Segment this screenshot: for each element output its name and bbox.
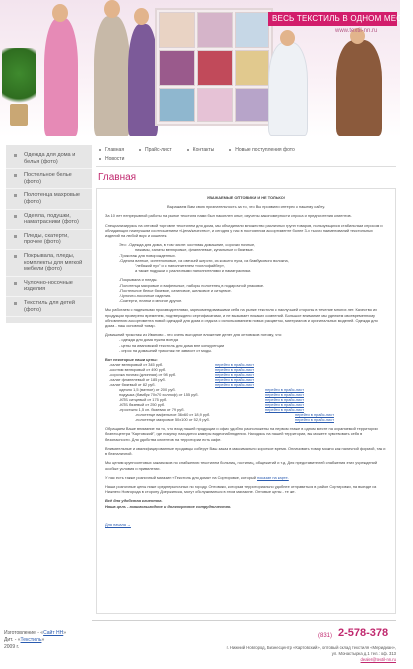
price-row: -халат бязевый от 82 руб. перейти в прайс-лист: [109, 382, 254, 388]
price-row: -полотенце вафельное 36х60 от 18,9 руб. перейти в прайс-лист: [135, 412, 334, 418]
price-row: одеяло 1,5 (ватное) от 200 руб. перейти в прайс-лист: [119, 387, 304, 393]
email-link[interactable]: dealer@textil-nn.ru: [360, 657, 396, 662]
model-head: [134, 8, 149, 25]
price-list-link[interactable]: перейти в прайс-лист: [215, 382, 254, 388]
left-footer: Изготовление - «Сайт НН» Дит. - «Текстиль» 2009 г.: [4, 630, 88, 651]
top-navigation: [96, 145, 396, 163]
nav-new-arrivals[interactable]: Новые поступления фото: [226, 147, 307, 153]
category-menu: [6, 145, 92, 323]
page-title: Главная: [98, 172, 137, 183]
price-row: -КПБ ситцевый от 175 руб. перейти в прайс-лист: [119, 397, 304, 403]
list-item: -Покрывала и пледы.: [119, 277, 158, 283]
footer-divider: [92, 620, 396, 621]
main-content: [96, 188, 396, 614]
list-item: а также подушки с различными наполнителями и наматрасники.: [135, 268, 252, 274]
textile-shelf-image: [155, 8, 273, 126]
model-white-robe-image: [268, 42, 308, 136]
developer-link[interactable]: Сайт НН: [43, 630, 64, 636]
price-row: -простыня 1,5 сп. бязевая от 79 руб. перейти в прайс-лист: [119, 407, 304, 413]
experience-paragraph: За 10 лет непрерывной работы на рынке текстиля нами был накоплен опыт, изучены закономерности спроса и предпочтения клиентов.: [105, 213, 352, 219]
sidebar-item-plaids[interactable]: Пледы, скатерти, прочее (фото): [6, 230, 92, 250]
price-row: -халат велюровый от 345 руб. перейти в прайс-лист: [109, 362, 254, 368]
site-url: www.textil-nn.ru: [335, 28, 378, 34]
nav-divider: [96, 166, 396, 167]
model-purple-image: [128, 24, 158, 136]
price-row: -КПБ бязевый от 250 руб. перейти в прайс-лист: [119, 402, 304, 408]
price-list-link[interactable]: перейти в прайс-лист: [215, 377, 254, 383]
price-list-link[interactable]: перейти в прайс-лист: [265, 397, 304, 403]
plant-image: [2, 48, 36, 112]
price-row: -полотенце махровое 50х100 от 52,9 руб. перейти в прайс-лист: [135, 417, 334, 423]
prices-paragraph: Наши розничные цены ниже среднерыночных по городу. Оптовики, которым территориально удобнее отправиться в район Сортировки, на выезде из Нижнего Новгорода в сторону Дзержинска, могут обслуживаться в этом магазине. Оптовые цены - те же.: [105, 483, 377, 495]
sidebar-item-bed-linen[interactable]: Постельное белье (фото): [6, 169, 92, 189]
assortment-paragraph: Специализируясь на оптовой торговле текстилем для дома, мы объединили множество различных групп товаров, пользующихся стабильным спросом и обладающих наилучшим соотношением «Цена/качество», и сегодня у нас в постоянном ассортименте более 3-х тысяч наименований текстильных изделий на любой вкус и кошелек.: [105, 222, 383, 239]
price-row: -халат фланелевый от 185 руб. перейти в прайс-лист: [109, 377, 254, 383]
price-row: -сорочка ночная (длинная) от 98 руб. перейти в прайс-лист: [109, 372, 254, 378]
list-item: -Постельное белье бязевое, сатиновое, шелковое и ситцевое.: [119, 287, 232, 293]
closing-line-2: Наша цель - взаимовыгодное и долгосрочное сотрудничество.: [105, 503, 232, 509]
left-column: [0, 137, 92, 669]
closing-line-1: Всё для удобства клиентов.: [105, 498, 163, 504]
list-intro: Это: -Одежда для дома, в том числе: костюмы домашние, сорочки ночные,: [119, 242, 256, 248]
prices-title: Вот некоторые наши цены:: [105, 357, 158, 363]
price-list-link[interactable]: перейти в прайс-лист: [265, 402, 304, 408]
price-list-link[interactable]: перейти в прайс-лист: [215, 367, 254, 373]
to-top-link[interactable]: Для начала →: [105, 521, 131, 527]
nav-contacts[interactable]: Контакты: [184, 147, 227, 153]
nav-news[interactable]: Новости: [96, 156, 136, 162]
slogan: ВЕСЬ ТЕКСТИЛЬ В ОДНОМ МЕСТЕ: [268, 12, 397, 26]
list-item: "лебяжий пух" и с наполнителем «холлофайбер»,: [135, 263, 226, 269]
sidebar-item-hosiery[interactable]: Чулочно-носочные изделия: [6, 277, 92, 297]
map-link[interactable]: показан на карте.: [257, 474, 289, 480]
sidebar-item-kids-textile[interactable]: Текстиль для детей (фото): [6, 297, 92, 317]
model-head: [52, 4, 68, 22]
list-item: -Одеяла ватные, синтепоновые, из овечьей шерсти, из козьего пуха, из бамбукового волокна,: [119, 257, 289, 263]
model-brown-robe-image: [336, 40, 382, 136]
copyright-year: 2009 г.: [4, 644, 20, 650]
sidebar-item-blankets[interactable]: Одеяла, подушки, наматрасники (фото): [6, 210, 92, 230]
model-head: [280, 30, 295, 46]
wholesale-paragraph: Мы ценим крупнооптовых заказчиков по снабжению текстилем больниц, гостиниц, общежитий и т.д. Для представителей снабжения этих учреждений особые условия и привилегии.: [105, 460, 378, 471]
price-list-link[interactable]: перейти в прайс-лист: [265, 387, 304, 393]
list-item: -Скатерти, платки и многое другое.: [119, 298, 183, 304]
sellers-paragraph: Внимательные и квалифицированные продавцы соберут Ваш заказ в максимально короткое время. Оплачивать товар можно как наличной формой, так и в безналичной.: [105, 445, 386, 457]
list-item: -Трикотаж для новорожденных.: [119, 252, 176, 258]
list-item: -Полотенца махровые и вафельные, наборы полотенец в подарочной упаковке.: [119, 282, 265, 288]
sidebar-item-home-clothing[interactable]: Одежда для дома и белья (фото): [6, 149, 92, 169]
price-list-link[interactable]: перейти в прайс-лист: [295, 412, 334, 418]
ivanovo-paragraph: Домашний трикотаж из Иваново - это очень выгодное вложение денег для оптовиков потому, что:: [105, 332, 283, 338]
retail-paragraph: У нас есть также розничный магазин «Текстиль для дома» на Сортировке, который показан на карте.: [105, 474, 289, 480]
model-robe-image: [94, 16, 130, 136]
model-pink-pajamas-image: [44, 18, 78, 136]
design-link[interactable]: Текстиль: [20, 637, 42, 643]
sidebar-item-towels[interactable]: Полотенца махровые (фото): [6, 189, 92, 209]
footer-address: г. Нижний Новгород, Бизнесцентр «Картовский», оптовый склад текстиля «Меридиан», ул. Монастырка д.1 тел.: оф. 313 dealer@textil-nn.ru: [226, 645, 396, 662]
phone-number: 2-578-378: [338, 627, 389, 639]
price-list-link[interactable]: перейти в прайс-лист: [265, 407, 304, 413]
sidebar-item-bedspreads[interactable]: Покрывала, пледы, комплекты для мягкой мебели (фото): [6, 250, 92, 277]
nav-home[interactable]: Главная: [96, 147, 136, 153]
nav-price-list[interactable]: Прайс-лист: [136, 147, 184, 153]
price-list-link[interactable]: перейти в прайс-лист: [215, 362, 254, 368]
price-list-link[interactable]: перейти в прайс-лист: [295, 417, 334, 423]
price-list-link[interactable]: перейти в прайс-лист: [215, 372, 254, 378]
price-list-link[interactable]: перейти в прайс-лист: [265, 392, 304, 398]
location-paragraph: Обращаем Ваше внимание на то, что вход нашей продукции и офис удобно расположены на первом этаже в одном месте на охраняемой территории бизнесцентра "Картовский", где покупку находится камеры видеонаблюдения. Находясь на нашей территории, вы можете чувствовать себя в безопасности. Для удобства клиентов на территории есть кафе.: [105, 426, 378, 442]
intro-paragraph: Выражаем Вам свою признательность за то, что Вы проявили интерес к нашему сайту.: [166, 204, 326, 210]
header-banner: [0, 0, 413, 137]
content-heading: УВАЖАЕМЫЕ ОПТОВИКИ И НЕ ТОЛЬКО!: [206, 195, 286, 200]
list-item: - спрос на домашний трикотаж не зависит от моды.: [119, 347, 213, 353]
price-row: -костюм велюровый от 490 руб. перейти в прайс-лист: [109, 367, 254, 373]
list-item: пижамы, халаты велюровые, фланелевые, купальные и бязевые.: [135, 247, 254, 253]
producers-paragraph: Мы работаем с надежными производителями, зарекомендовавшими себя на рынке текстиля с наилучшей стороны в течение многих лет. Качество их продукции проверено временем, подтверждено сертификатами, и не вызывает никаких сомнений. Большое внимание мы уделяем своевременному обновлению ассортимента новой одеждой для дома и отдыха с использованием новых расцветок, материалов и оригинальных моделей. Одежда для дома - наш основной товар.: [105, 307, 378, 329]
plant-pot-image: [10, 104, 28, 126]
phone-code: (831): [318, 633, 333, 639]
list-item: - одежда для дома нужна всегда: [119, 337, 178, 343]
list-item: - цены на ивановский текстиль для дома вне конкуренции: [119, 342, 225, 348]
list-item: -Чулочно-носочные изделия.: [119, 293, 172, 299]
model-head: [104, 0, 120, 18]
price-row: подушка (бамбук 70х70 холлоф) от 155 руб. перейти в прайс-лист: [119, 392, 304, 398]
